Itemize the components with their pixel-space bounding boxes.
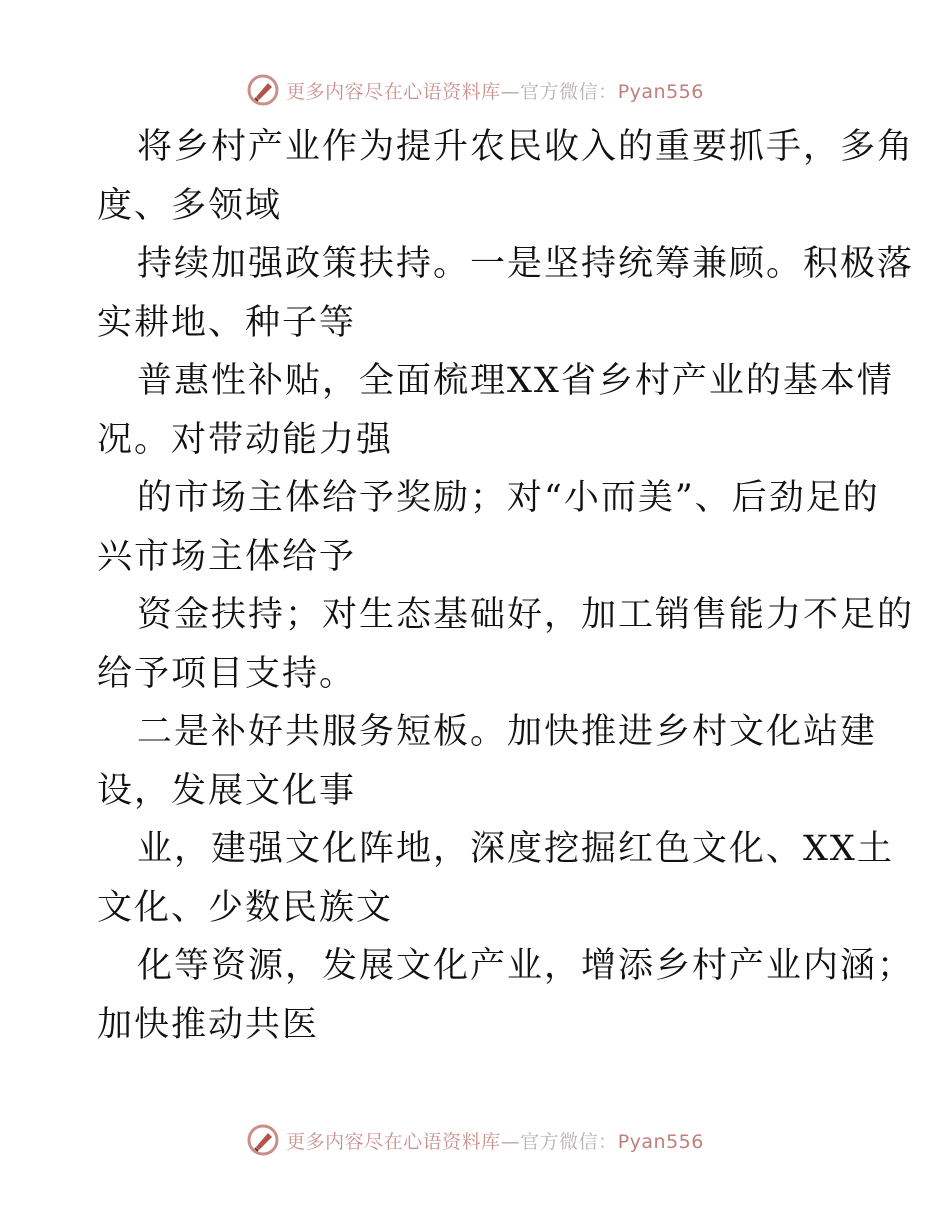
paragraph-line: 度、多领域	[97, 185, 283, 226]
header-watermark	[0, 70, 950, 110]
paragraph-3	[97, 352, 894, 469]
paragraph-line: 资金扶持；对生态基础好，加工销售能力不足的	[137, 595, 915, 635]
document-body	[97, 118, 915, 1054]
watermark-text	[286, 77, 704, 104]
paragraph-line: 的市场主体给予奖励；对“小而美”、后劲足的	[137, 478, 880, 518]
watermark-wechat-label: 官方微信：	[520, 1130, 618, 1153]
paragraph-line: 况。对带动能力强	[97, 419, 394, 460]
paragraph-line: 给予项目支持。	[97, 653, 357, 694]
paragraph-line: 业，建强文化阵地，深度挖掘红色文化、XX土	[137, 829, 894, 869]
paragraph-1	[97, 118, 915, 235]
paragraph-line: 文化、少数民族文	[97, 887, 394, 928]
pen-nib-logo-icon	[246, 73, 280, 107]
paragraph-4	[97, 469, 880, 586]
watermark-wechat-id: Pyan556	[617, 1130, 704, 1153]
paragraph-line: 化等资源，发展文化产业，增添乡村产业内涵；	[137, 946, 915, 986]
paragraph-line: 加快推动共医	[97, 1004, 320, 1045]
watermark-brand: 更多内容尽在心语资料库	[286, 80, 501, 103]
footer-watermark	[0, 1120, 950, 1160]
watermark-wechat-id: Pyan556	[617, 80, 704, 103]
watermark-wechat-label: 官方微信：	[520, 80, 618, 103]
paragraph-7	[97, 820, 894, 937]
watermark-dash: —	[500, 80, 521, 103]
paragraph-line: 持续加强政策扶持。一是坚持统筹兼顾。积极落	[137, 244, 915, 284]
paragraph-2	[97, 235, 915, 352]
paragraph-line: 将乡村产业作为提升农民收入的重要抓手，多角	[137, 127, 915, 167]
watermark-text	[286, 1127, 704, 1154]
paragraph-5	[97, 586, 915, 703]
watermark-dash: —	[500, 1130, 521, 1153]
paragraph-line: 兴市场主体给予	[97, 536, 357, 577]
paragraph-6	[97, 703, 878, 820]
paragraph-line: 普惠性补贴，全面梳理XX省乡村产业的基本情	[137, 361, 894, 401]
pen-nib-logo-icon	[246, 1123, 280, 1157]
watermark-brand: 更多内容尽在心语资料库	[286, 1130, 501, 1153]
paragraph-line: 实耕地、种子等	[97, 302, 357, 343]
paragraph-8	[97, 937, 915, 1054]
paragraph-line: 二是补好共服务短板。加快推进乡村文化站建	[137, 712, 878, 752]
paragraph-line: 设，发展文化事	[97, 770, 357, 811]
